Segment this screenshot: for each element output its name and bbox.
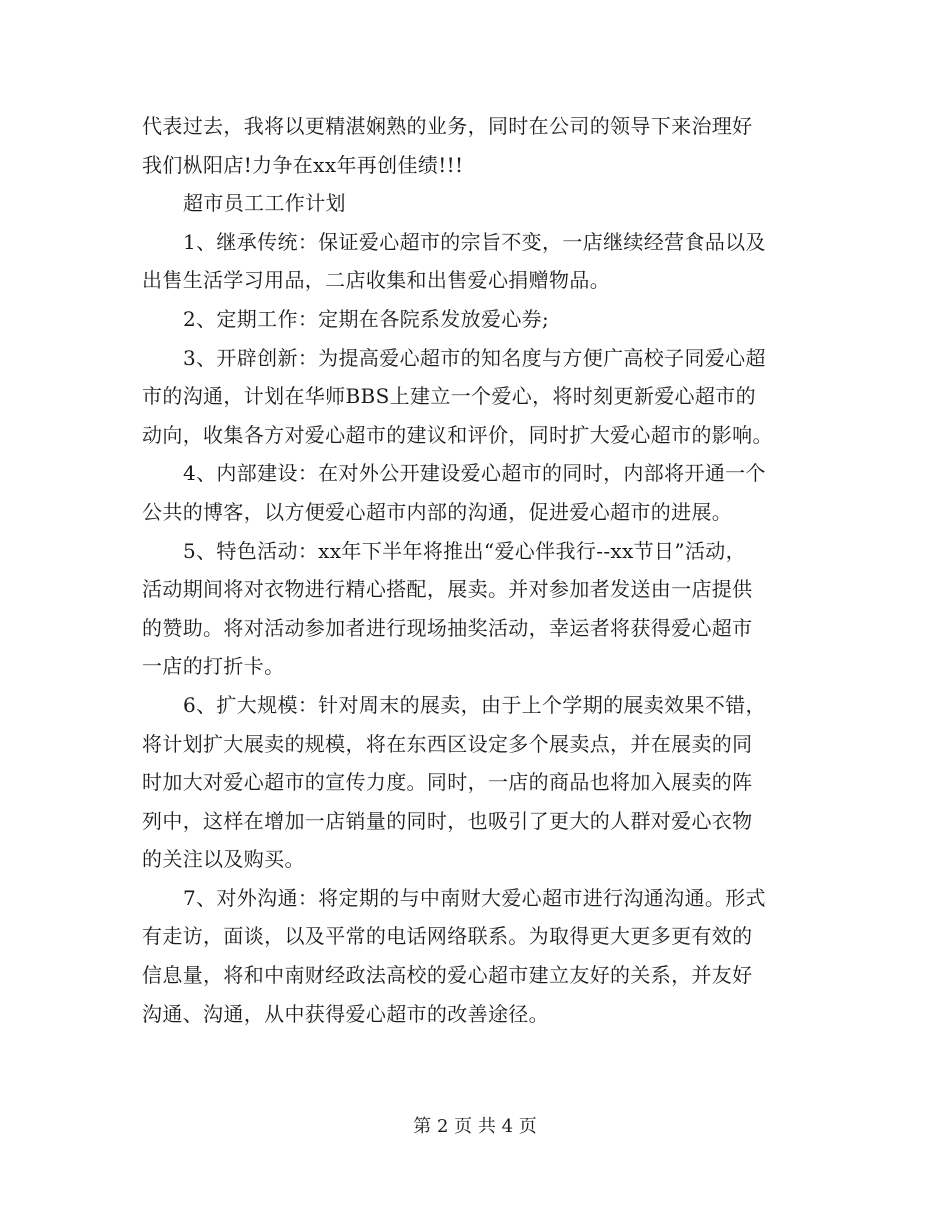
document-body [142,107,810,1033]
item-5-line: 的赞助。将对活动参加者进行现场抽奖活动，幸运者将获得爱心超市 [142,615,753,640]
body-line-continued: 代表过去，我将以更精湛娴熟的业务，同时在公司的领导下来治理好 [142,114,753,138]
item-4-line: 4、内部建设：在对外公开建设爱心超市的同时，内部将开通一个 [183,461,766,486]
item-7-line: 有走访，面谈，以及平常的电话网络联系。为取得更大更多更有效的 [142,924,753,949]
item-2-line: 2、定期工作：定期在各院系发放爱心券; [183,306,550,331]
item-6-line: 时加大对爱心超市的宣传力度。同时，一店的商品也将加入展卖的阵 [142,770,753,795]
item-5-line: 活动期间将对衣物进行精心搭配，展卖。并对参加者发送由一店提供 [142,577,753,602]
item-6-line: 6、扩大规模：针对周末的展卖，由于上个学期的展卖效果不错， [183,692,766,717]
page-number-footer: 第 2 页 共 4 页 [413,1116,537,1137]
item-3-line: 3、开辟创新：为提高爱心超市的知名度与方便广高校子同爱心超 [183,345,766,370]
item-7-line: 信息量，将和中南财经政法高校的爱心超市建立友好的关系，并友好 [142,963,753,988]
section-heading: 超市员工工作计划 [183,191,346,216]
item-6-line: 列中，这样在增加一店销量的同时，也吸引了更大的人群对爱心衣物 [142,808,753,833]
item-3-line: 动向，收集各方对爱心超市的建议和评价，同时扩大爱心超市的影响。 [142,422,773,447]
item-6-line: 将计划扩大展卖的规模，将在东西区设定多个展卖点，并在展卖的同 [142,731,753,756]
item-1-line: 1、继承传统：保证爱心超市的宗旨不变，一店继续经营食品以及 [183,229,766,254]
item-3-line: 市的沟通，计划在华师BBS上建立一个爱心，将时刻更新爱心超市的 [142,384,756,409]
item-5-line: 5、特色活动：xx年下半年将推出“爱心伴我行--xx节日”活动， [183,538,747,563]
item-4-line: 公共的博客，以方便爱心超市内部的沟通，促进爱心超市的进展。 [142,499,733,524]
item-5-line: 一店的打折卡。 [142,654,285,679]
body-line-continued: 我们枞阳店!力争在xx年再创佳绩!!! [142,152,464,177]
item-7-line: 沟通、沟通，从中获得爱心超市的改善途径。 [142,1001,549,1026]
item-6-line: 的关注以及购买。 [142,847,305,872]
item-7-line: 7、对外沟通：将定期的与中南财大爱心超市进行沟通沟通。形式 [183,885,766,910]
item-1-line: 出售生活学习用品，二店收集和出售爱心捐赠物品。 [142,268,611,293]
